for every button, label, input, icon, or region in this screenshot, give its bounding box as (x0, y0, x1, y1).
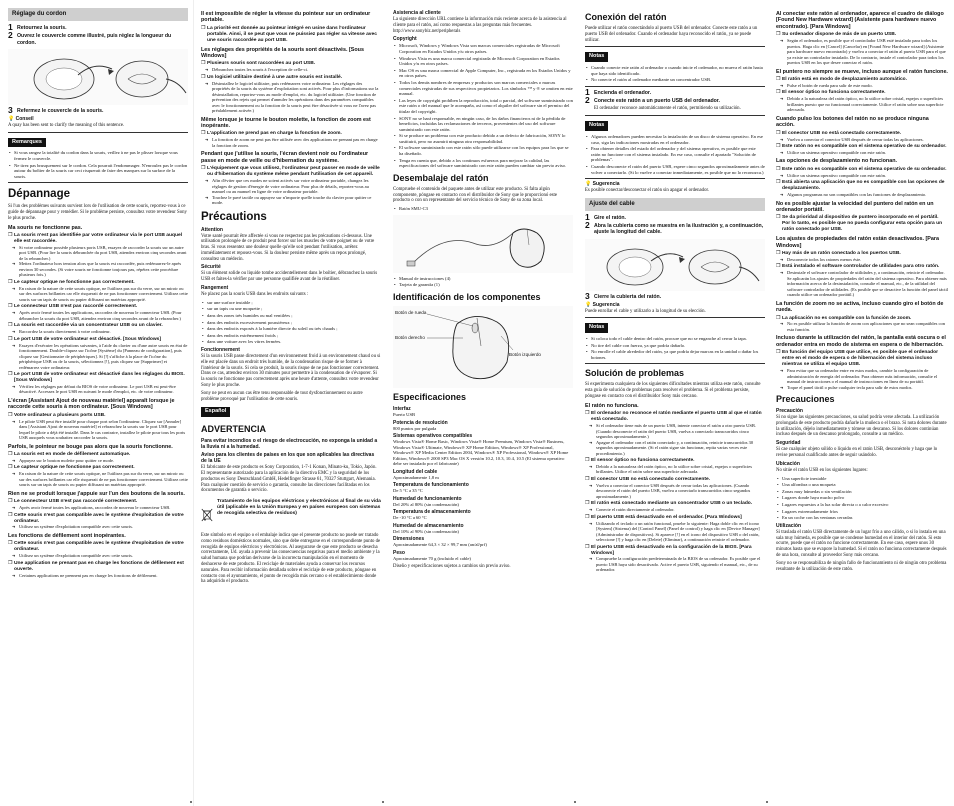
note-item: • No tire del cable con fuerza, ya que podría dañarlo. (585, 343, 765, 349)
cause: ❒ Une application ne prenant pas en charge les fonctions de défilement est ouverte. (8, 561, 188, 573)
weee-heading: Tratamiento de los equipos eléctricos y electrónicos al final de su vida útil (aplicable en la Unión Europea y en países europeos con sistemas de recogida selectiva de residuos) (217, 499, 381, 517)
remedy: ➜ Apague el ordenador con el ratón conectado y, a continuación, reinicie transcurridos 30 segundos aproximadamente. (Si el ratón sigue sin funcionar, repita varias veces este procedimiento.) (585, 440, 765, 457)
cause: ❒ El puerto USB está desactivado en la configuración de la BIOS. [Para Windows] (585, 545, 765, 557)
note-item: • No enrolle el cable alrededor del ratón, ya que podría dejar marcas en la unidad o dañar los botones. (585, 349, 765, 360)
cause: ❒ El sensor óptico no funciona correctamente. (776, 90, 948, 96)
heading-components: Identificación de los componentes (393, 292, 541, 303)
tip-text: Es posible conectar/desconectar el ratón sin apagar el ordenador. (585, 187, 709, 193)
cause: ❒ Le port USB de votre ordinateur est désactivé. [Sous Windows] (8, 337, 188, 343)
cause: ❒ Se da prioridad al dispositivo de puntero incorporado en el portátil. Por lo tanto, es posible que no pueda configurar esta opción para un ratón conectado por USB. (776, 215, 948, 233)
remedy: ➜ Según el ordenador, es posible que el controlador USB esté instalado para todos los puertos. Haga clic en [Cancel] (Cancelar) en [Found New Hardware wizard] (Asistente para hardware nuevo encontrado) y vuelva a conectar el ratón al puerto USB para el que ya existe un controlador instalado. De lo contrario, instale el controlador para todos los puertos USB en los que desee conectar el ratón. (776, 38, 948, 66)
tip-heading: 💡 Sugerencia (585, 181, 620, 188)
remedy: ➜ Utilisez un système d'exploitation compatible avec cette souris. (8, 524, 188, 530)
spec-label: Peso (393, 549, 405, 556)
cause: ❒ El conector USB no está conectado correctamente. (585, 477, 765, 483)
step-3: 3 Refermez le couvercle de la souris. (8, 104, 104, 115)
page-mark (382, 801, 384, 803)
subheading: Precaución (776, 408, 803, 414)
tip-text: A quay has been sent to clarify the meaning of this sentence. (8, 122, 125, 128)
spec-label: Potencia de resolución (393, 419, 448, 426)
cause: ❒ El ratón está conectado mediante un concentrador USB o un teclado. (585, 501, 765, 507)
heading-warning: ADVERTENCIA (201, 424, 267, 435)
subheading: Pendant que j'utilise la souris, l'écran devient noir ou l'ordinateur passe en mode de veille ou d'hibernation du système. (201, 151, 369, 164)
spec-value: Windows Vista® Home Basic, Windows Vista® Home Premium, Windows Vista® Business, Windows Vista® Ultimate, Windows® XP Home Edition, Windows® XP Professional, Windows® XP Media Center Edition 2004, Windows® XP Professional, Windows® XP Home Edition, Windows® 2000 SP3 Mac OS X versión 10.2, 10.3, 10.4, 10.5 (El sistema operativo debe ser instalado por el fabricante) (393, 439, 569, 467)
list-item: • Si se produce un problema con este producto debido a un defecto de fabricación, SONY lo sustituirá, pero no asumirá ninguna otra responsabilidad. (393, 133, 573, 144)
notes-box (8, 132, 188, 184)
step-3: 3 Cierre la cubierta del ratón. (585, 290, 662, 301)
remedy: ➜ Toque el panel táctil o pulse cualquier tecla para salir de estos modos. (776, 385, 948, 391)
note-item: • No conecte el ratón al ordenador mediante un concentrador USB. (585, 77, 765, 83)
heading-specifications: Especificaciones (393, 392, 467, 403)
remedy: ➜ Si el ordenador tiene más de un puerto USB, intente conectar el ratón a otro puerto USB. (Cuando desconecte el ratón del puerto USB, vuelva a conectarlo transcurridos cinco segundos aproximadamente.) (585, 423, 765, 440)
spec-value: De 5 °C a 35 °C (393, 488, 423, 494)
column-spanish-specs (393, 8, 573, 798)
spec-label: Humedad de funcionamiento (393, 495, 462, 502)
cause: ❒ En función del equipo USB que utilice, es posible que el ordenador entre en el modo de espera o de hibernación del sistema incluso mientras se utiliza el equipo USB. (776, 350, 948, 368)
remedy: ➜ Après avoir fermé toutes les applications, raccordez de nouveau le connecteur USB. (Pour débrancher la souris du port USB, attendez environ cinq secondes avant de la rebrancher.) (8, 310, 188, 321)
notes-label: Notas (585, 52, 608, 62)
spec-value: De -10 °C a 60 °C (393, 515, 427, 521)
cause: ❒ Este ratón no es compatible con el sistema operativo de su ordenador. (776, 167, 948, 173)
spec-label: Longitud del cable (393, 468, 438, 475)
subheading: Il est impossible de régler la vitesse du pointeur sur un ordinateur portable. (201, 11, 371, 24)
remedy: ➜ Raccordez la souris directement à votre ordinateur. (8, 329, 188, 335)
spec-label: Sistemas operativos compatibles (393, 433, 473, 440)
step-1: 1 Gire el ratón. (585, 211, 626, 222)
subheading: Même lorsque je tourne le bouton molette, la fonction de zoom est inopérante. (201, 116, 371, 130)
cause: ❒ Le capteur optique ne fonctionne pas correctement. (8, 465, 188, 471)
remedy: ➜ La fonction de zoom ne peut pas être utilisée avec des applications ne prenant pas en charge la fonction de zoom. (201, 137, 381, 148)
spec-label: Dimensiones (393, 536, 425, 543)
cause: ❒ Hay más de un ratón conectado a los puertos USB. (776, 251, 948, 257)
spec-value: 800 puntos por pulgada (393, 425, 437, 431)
notes-label: Remarques (8, 138, 46, 148)
subheading: Utilización (776, 522, 802, 529)
list-item: • Lugares expuestos a la luz solar directa o a calor excesivo (776, 502, 948, 508)
paragraph: Si no sigue las siguientes precauciones, su salud podría verse afectada. La utilización prolongada de este producto podría dañarle la muñeca o el brazo. Si nota dolores durante la utilización, déjelo inmediatamente y tómese un descanso. Si los dolores continúan incluso después de un descanso prolongado, consulte a un médico. (776, 415, 947, 438)
cause: ❒ L'application ne prend pas en charge la fonction de zoom. (201, 131, 381, 137)
cause: ❒ El sensor óptico no funciona correctamente. (585, 458, 765, 464)
heading-precautions-es: Precauciones (776, 394, 835, 404)
cause: ❒ Un logiciel utilitaire destiné à une autre souris est installé. (201, 75, 381, 81)
remedy: ➜ Para evitar que su ordenador entre en estos modos, cambie la configuración de administración de energía del ordenador. Para obtener más información, consulte el manual de instrucciones o el manual de instrucciones en línea de su portátil. (776, 368, 948, 385)
language-bar-spanish: Español (201, 407, 230, 417)
remedy: ➜ Desinstale el software controlador de utilidades y, a continuación, reinicie el ordenador. Se aplicarán los ajustes de propiedades del ratón del sistema operativo. Para obtener más información acerca de la desinstalación, consulte el manual, etc., de la utilidad del software controlador de utilidades. (Es posible que se desactive la función del panel táctil cuando utilice un ordenador portátil.) (776, 270, 948, 298)
cause: ❒ El puerto USB está desactivado en el ordenador. [Para Windows] (585, 515, 765, 521)
cause: ❒ Está instalado el software controlador de utilidades para otro ratón. (776, 264, 948, 270)
note-item: • Si coloca todo el cable dentro del ratón, procure que no se enganche al cerrar la tapa. (585, 336, 765, 342)
column-spanish-connection (585, 8, 765, 798)
spec-label: Temperatura de funcionamiento (393, 482, 469, 489)
list-item: • dans des endroits excessivement poussiéreux ; (201, 320, 381, 326)
note-item: • Si vous rangez la totalité du cordon dans la souris, veillez à ne pas le plisser lorsque vous fermez le couvercle. (8, 150, 188, 161)
subheading: Las opciones de desplazamiento no funcionan. (776, 158, 898, 165)
spec-value: Del 10% al 90% (sin condensación) (393, 528, 459, 534)
section-bar-cable: Ajuste del cable (585, 198, 765, 211)
remedy: ➜ Debido a la naturaleza del ratón óptico, no lo utilice sobre cristal, espejos o superficies brillantes puesto que no funcionará correctamente. Utilice el ratón sobre una superficie adecuada. (776, 96, 948, 113)
note-item: • Cuando desconecte el ratón del puerto USB, espere cinco segundos aproximadamente antes de volver a conectarlo. (Si lo vuelve a conectar inmediatamente, es posible que no lo reconozca.) (585, 164, 765, 175)
cause: ❒ L'équipement que vous utilisez, l'ordinateur peut passer en mode de veille ou d'hibernation du système même pendant l'utilisation de cet appareil. (201, 166, 381, 178)
remedy: ➜ Debido a la naturaleza del ratón óptico, no lo utilice sobre cristal, espejos o superficies brillantes. Utilice el ratón sobre una superficie adecuada. (585, 464, 765, 475)
tip-text: Puede enrollar el cable y utilizarlo a la longitud de su elección. (585, 308, 706, 314)
subheading: Asistencia al cliente (393, 10, 441, 16)
cause: ❒ Su ordenador dispone de más de un puerto USB. (776, 32, 948, 38)
heading-troubleshooting-es: Solución de problemas (585, 368, 685, 379)
list-item: • dans des endroits exposés à la lumière directe du soleil ou très chauds ; (201, 326, 381, 332)
paragraph: Compruebe el contenido del paquete antes de utilizar este producto. Si falta algún componente, póngase en contacto con el distribuidor de Sony que le proporcionó este producto o con un representante del servicio técnico de Sony de su zona local. (393, 186, 557, 204)
paragraph: Si experimenta cualquiera de los siguientes dificultades mientras utiliza este ratón, consulte esta guía de solución de problemas para resolver el problema. Si el problema persiste, póngase en contacto con el distribuidor Sony más cercano. (585, 382, 761, 399)
cause: ❒ Cette souris n'est pas compatible avec le système d'exploitation de votre ordinateur. (8, 541, 188, 553)
note-item: • Cuando conecte este ratón al ordenador o cuando inicie el ordenador, no mueva el ratón hasta que haya sido identificado. (585, 65, 765, 76)
list-item: • Zonas muy húmedas o sin ventilación (776, 489, 948, 495)
page-mark (574, 801, 576, 803)
package-item: • Tarjeta de garantía (1) (393, 282, 573, 288)
cause: ❒ Le connecteur USB n'est pas raccordé correctement. (8, 304, 188, 310)
paragraph: Si un élément solide ou liquide tombe accidentellement dans le boîtier, débranchez la souris USB et faites-la vérifier par une personne qualifiée avant de la réutiliser. (201, 271, 378, 283)
spec-value: Del 20% al 80% (sin condensación) (393, 501, 459, 507)
list-item: • Windows Vista es una marca comercial registrada de Microsoft Corporation en Estados Unidos y/u en otros países. (393, 56, 573, 67)
page-mark (766, 801, 768, 803)
package-item: • Manual de instrucciones (4) (393, 276, 573, 282)
heading-precautions-fr: Précautions (201, 210, 267, 223)
spec-value: Aproximadamente 1,8 m (393, 474, 439, 480)
wheelie-bin-crossed-icon (201, 497, 213, 533)
cause: ❒ El ratón está en modo de desplazamiento automático. (776, 77, 948, 83)
subheading: L'écran [Assistant Ajout de nouveau matériel] apparaît lorsque je raccorde cette souris à mon ordinateur. [Sous Windows] (8, 397, 175, 411)
list-item: • sur une surface instable ; (201, 300, 381, 306)
spec-note: Diseño y especificaciones sujetos a cambios sin previo aviso. (393, 564, 511, 570)
note-item: • Para obtener detalles del estado del ordenador y del sistema operativo, es posible que este ratón no funcione con el sistema instalado. En ese caso, consulte el apartado "Solución de problemas". (585, 146, 765, 163)
paragraph: El fabricante de este producto es Sony Corporation, 1-7-1 Konan, Minato-ku, Tokio, Japón. El representante autorizado para la aplicación de la directiva EMC y la seguridad de los productos es Sony Deutschland GmbH, Hedelfinger Strasse 61, 70327 Stuttgart, Alemania. Para cualquier cuestión de servicio o garantía, consulte las direcciones facilitadas en los documentos de garantía o servicio. (201, 465, 377, 494)
list-item: • dans des endroits extrêmement froids ; (201, 333, 381, 339)
remedy: ➜ Compruebe la configuración predeterminada de la BIOS de su ordenador. Es posible que el puerto USB haya sido desactivado. Active el puerto USB, siguiendo el manual, etc., de su ordenador. (585, 556, 765, 573)
list-item: • Las leyes de copyright prohíben la reproducción, total o parcial, del software suministrado con este ratón o del manual que le acompaña, así como el alquiler del software sin el permiso del titular del copyright. (393, 98, 573, 115)
remedy: ➜ Désinstallez le logiciel utilitaire, puis redémarrez votre ordinateur. Les réglages des propriétés de la souris du système d'exploitation sont activés. Pour plus d'informations sur la désinstallation, reportez-vous au mode d'emploi, etc. du logiciel utilitaire. (Une fonction de prévention des rejets qui permet d'annuler les opérations dans des paramètres compatibles avec le fonctionnement ou la fonction de la souris peut être désactivée si vous ne l'avez pas préalablement activée.) (201, 81, 381, 114)
remedy: ➜ Touchez le pavé tactile ou appuyez sur n'importe quelle touche du clavier pour quitter ce mode. (201, 195, 381, 206)
mouse-with-cable-illustration (393, 215, 573, 273)
cause: ❒ La souris est raccordée via un concentrateur USB ou un clavier. (8, 323, 188, 329)
list-item: • SONY no se hará responsable, en ningún caso, de los daños financieros ni de la pérdida de beneficios, incluidas las reclamaciones de terceros, provenientes del uso del software suministrado con este ratón. (393, 116, 573, 133)
subheading: Les réglages des propriétés de la souris sont désactivés. [Sous Windows] (201, 46, 364, 59)
paragraph: Puede utilizar el ratón conectándolo al puerto USB del ordenador. Conecte este ratón a un puerto USB del ordenador. Cuando el ordenador haya reconocido el ratón, ya se puede utilizar. (585, 26, 758, 43)
subheading: Al conectar este ratón al ordenador, aparece el cuadro de diálogo [Found New Hardware wizard] (Asistente para hardware nuevo encontrado). [Para Windows] (776, 11, 944, 30)
subheading: Parfois, le pointeur ne bouge pas alors que la souris fonctionne. (8, 443, 173, 450)
notes-label: Notas (585, 323, 608, 333)
remedy: ➜ Débranchez toutes les souris à l'exception de celle-ci. (201, 67, 381, 73)
heading-unpacking: Desembalaje del ratón (393, 172, 489, 183)
remedy: ➜ Si votre ordinateur possède plusieurs ports USB, essayez de raccorder la souris sur un autre port USB. (Pour lire la souris débranchée du port USB, attendez environ cinq secondes avant de la rebrancher.) (8, 245, 188, 262)
list-item: • Una alfombra o una moqueta (776, 482, 948, 488)
column-french-precautions (201, 8, 381, 798)
subheading: El puntero no siempre se mueve, incluso aunque el ratón funcione. (776, 68, 948, 75)
step-2: 2 Abra la cubierta como se muestra en la ilustración y, a continuación, ajuste la longitud del cable. (585, 219, 764, 236)
subheading: Attention (201, 226, 223, 233)
list-item: • Lugares donde haya mucho polvo (776, 495, 948, 501)
heading-connection: Conexión del ratón (585, 12, 667, 22)
list-item: • Microsoft, Windows y Windows Vista son marcas comerciales registradas de Microsoft Corporation en Estados Unidos y/u otros países. (393, 43, 573, 54)
page-mark (190, 801, 192, 803)
subheading: El ratón no funciona. (585, 402, 639, 409)
remedy: ➜ Essayez d'exécuter les opérations suivantes, à l'aide du clavier ou d'une autre souris en état de fonctionnement. Double-cliquez sur l'icône [Système] du [Panneau de configuration], puis cliquez sur [Gestionnaire de périphériques]. Si [!] s'affiche à la place de l'icône du périphérique USB ou de la souris, sélectionnez [!], puis cliquez sur [Supprimer] et redémarrez votre ordinateur. (8, 343, 188, 371)
note-item: • Ne tirez pas brusquement sur le cordon. Cela pourrait l'endommager. N'enroulez pas le cordon autour du boîtier de la souris car ceci risquerait de faire des marques sur la surface de la souris. (8, 163, 188, 180)
cause: ❒ El ordenador no reconoce el ratón mediante el puerto USB al que el ratón está conectado. (585, 411, 765, 423)
cable-illustration (585, 239, 765, 291)
subheading: Los ajustes de propiedades del ratón están desactivados. [Para Windows] (776, 236, 939, 249)
column-spanish-troubleshooting (776, 8, 948, 798)
warning-text: Para evitar incendios o el riesgo de electrocución, no exponga la unidad a la lluvia ni a la humedad. (201, 438, 378, 451)
cause: ❒ La souris n'est pas identifiée par votre ordinateur via le port USB auquel elle est raccordée. (8, 233, 188, 245)
notes-box (585, 46, 765, 86)
remedy: ➜ Vuelva a conectar el conector USB después de cerrar todas las aplicaciones. (Cuando desconecte el ratón del puerto USB, vuelva a conectarlo transcurridos cinco segundos aproximadamente.) (585, 483, 765, 500)
list-item: • dans des zones très humides ou mal ventilées ; (201, 313, 381, 319)
remedy: ➜ En raison de la nature de cette souris optique, ne l'utilisez pas sur du verre, sur un miroir ou sur des surfaces brillantes car elle risquerait de ne pas fonctionner correctement. Utilisez cette souris sur un tapis de souris ou papier diffusant un matériau approprié. (8, 471, 188, 488)
notes-label: Notas (585, 121, 608, 131)
tip-heading: 💡 Sugerencia (585, 301, 620, 308)
list-item: • sur un tapis ou une moquette ; (201, 306, 381, 312)
subheading: Fonctionnement (201, 347, 240, 354)
list-item: • En un coche con las ventanas cerradas (776, 515, 948, 521)
remedy: ➜ Pulse el botón de rueda para salir de este modo. (776, 83, 948, 89)
subheading: Seguridad (776, 440, 801, 447)
section-bar-cord: Réglage du cordon (8, 8, 188, 21)
spec-label: Interfaz (393, 406, 411, 413)
remedy: ➜ Afin d'éviter que ces modes ne soient activés sur votre ordinateur portable, changez les réglages de gestion d'énergie de votre ordinateur. Pour plus de détails, reportez-vous au manuel ou au manuel en ligne de votre ordinateur portable. (201, 178, 381, 195)
paragraph: La siguiente dirección URL contiene la información más reciente acerca de la asistencia al cliente para el ratón, así como respuestas a las preguntas más frecuentes. http://www.sonybiz.net/peripherals (393, 17, 567, 34)
subheading: Rien ne se produit lorsque j'appuie sur l'un des boutons de la souris. (8, 490, 185, 497)
remedy: ➜ Après avoir fermé toutes les applications, raccordez de nouveau le connecteur USB. (8, 505, 188, 511)
cause: ❒ Le connecteur USB n'est pas raccordé correctement. (8, 499, 188, 505)
subheading: Copyright (393, 36, 417, 43)
spec-label: Humedad de almacenamiento (393, 522, 464, 529)
components-diagram (393, 306, 573, 388)
subheading: La función de zoom no se activa, incluso cuando giro el botón de rueda. (776, 300, 944, 314)
step-2: 2 Ouvrez le couvercle comme illustré, puis réglez la longueur du cordon. (8, 30, 172, 46)
remedy: ➜ Certaines applications ne prennent pas en charge les fonctions de défilement. (8, 573, 188, 579)
paragraph: Sony ne peut en aucun cas être tenu responsable de tout dysfonctionnement ou autre problème provoqué par l'utilisation de cette souris. (201, 390, 363, 402)
cause: ❒ Le capteur optique ne fonctionne pas correctement. (8, 280, 188, 286)
paragraph: Este símbolo en el equipo o el embalaje indica que el presente producto no puede ser tratado como residuos domésticos normales, sino que debe entregarse en el correspondiente punto de recogida de equipos eléctricos y electrónicos. Al asegurarse de que este producto se desecha correctamente, Ud. ayuda a prevenir las consecuencias negativas para el medio ambiente y la salud humana que podrían derivarse de la incorrecta manipulación en el momento de deshacerse de este producto. El reciclaje de materiales ayuda a conservar los recursos naturales. Para recibir información detallada sobre el reciclaje de este producto, póngase en contacto con el ayuntamiento, el punto de recogida más cercano o el establecimiento donde ha adquirido el producto. (201, 533, 381, 585)
list-item: • Una superficie inestable (776, 476, 948, 482)
remedy: ➜ Mettez l'ordinateur hors tension alors que la souris est raccordée, puis redémarrez-le après environ 30 secondes. (Si votre souris ne fonctionne toujours pas, répétez cette procédure plusieurs fois.) (8, 261, 188, 278)
remedy: ➜ Utilizando el teclado o un ratón funcional, pruebe lo siguiente: Haga doble clic en el icono [System] (Sistema) del [Control Panel] (Panel de control) y haga clic en [Device Manager] (Administrador de dispositivos). Si aparece [!] en el icono del dispositivo USB o del ratón, seleccione [!] y haga clic en [Delete] (Eliminar), a continuación reinicie el ordenador. (585, 521, 765, 543)
subheading: Aviso para los clientes de países en los que son aplicables las directivas de la UE (201, 452, 375, 465)
cause: ❒ Este ratón no es compatible con el sistema operativo de su ordenador. (776, 144, 948, 150)
cord-illustration (8, 49, 188, 105)
subheading: Incluso durante la utilización del ratón, la pantalla está oscura o el ordenador entra en modo de sistema en espera o de hibernación. (776, 335, 946, 348)
column-divider (193, 0, 194, 806)
step-2: 2 Conecte este ratón a un puerto USB del ordenador. (585, 95, 720, 106)
cause: ❒ La aplicación no es compatible con la función de zoom. (776, 316, 948, 322)
notes-box (585, 317, 765, 364)
cause: ❒ Plusieurs souris sont raccordées au port USB. (201, 61, 381, 67)
list-item: • Tenga en cuenta que, debido a los continuos esfuerzos para mejorar la calidad, las especificaciones del software suministrado con este ratón pueden cambiar sin previo aviso. (393, 158, 573, 169)
package-item: • Ratón SMU-C3 (393, 206, 573, 212)
paragraph: Votre santé pourrait être affectée si vous ne respectez pas les précautions ci-dessous. Une utilisation prolongée de ce produit peut forcer sur les muscles de votre poignet ou de votre bras. Si vous ressentez une douleur quelle qu'elle soit pendant l'utilisation, arrêtez immédiatement et reposez-vous. Si la douleur persiste même après un repos prolongé, consultez un médecin. (201, 233, 375, 262)
remedy: ➜ Conecte el ratón directamente al ordenador. (585, 507, 765, 513)
cause: ❒ La priorité est donnée au pointeur intégré en usine dans l'ordinateur portable. Ainsi, il se peut que vous ne puissiez pas régler sa vitesse avec une souris raccordée au port USB. (201, 26, 381, 44)
remedy: ➜ Le pilote USB peut être installé pour chaque port selon l'ordinateur. Cliquez sur [Annuler] dans [Assistant Ajout de nouveau matériel] et rebranchez la souris sur le port USB pour lequel le pilote a déjà été installé. Dans le cas contraire, installez le pilote pour tous les ports USB auxquels vous souhaitez raccorder la souris. (8, 419, 188, 441)
paragraph: Si traslada el ratón USB directamente de un lugar frío a uno cálido, o si lo instala en una sala muy húmeda, es posible que se condense humedad en el interior del ratón. Si esto ocurre, puede que el ratón no funcione correctamente. En ese caso, espere unos 30 minutos hasta que se evapore la humedad. Si el ratón no funciona correctamente después de una hora, consulte al proveedor Sony más cercano. (776, 529, 947, 558)
label-right-button: Botón derecho (395, 335, 425, 341)
subheading: Cuando pulso los botones del ratón no se produce ninguna acción. (776, 115, 929, 129)
note-item: • Algunos ordenadores pueden necesitar la instalación de un disco de sistema operativo. En ese caso, siga las indicaciones mostradas en el ordenador. (585, 134, 765, 145)
remedy: ➜ Algunos programas no son compatibles con las funciones de desplazamiento. (776, 192, 948, 198)
subheading: Sécurité (201, 264, 221, 271)
paragraph: Si la souris USB passe directement d'un environnement froid à un environnement chaud ou si elle est placée dans un endroit très humide, de la condensation risque de se former à l'intérieur de la souris. Si cela se produit, la souris risque de ne pas fonctionner correctement. Dans ce cas, attendez environ 30 minutes pour permettre à la condensation de s'évaporer. Si la souris ne fonctionne pas correctement après une heure d'attente, consultez votre revendeur Sony le plus proche. (201, 354, 381, 389)
label-left-button: Botón izquierdo (509, 352, 541, 358)
subheading: Ma souris ne fonctionne pas. (8, 224, 83, 231)
subheading: Les fonctions de défilement sont inopérantes. (8, 532, 126, 539)
remedy: ➜ No es posible utilizar la función de zoom con aplicaciones que no sean compatibles con esta función. (776, 321, 948, 332)
label-wheel-button: Botón de rueda (395, 310, 427, 316)
remedy: ➜ Appuyez sur le bouton molette pour quitter ce mode. (8, 458, 188, 464)
weee-block (201, 497, 381, 533)
cause: ❒ Cette souris n'est pas compatible avec le système d'exploitation de votre ordinateur. (8, 513, 188, 525)
cause: ❒ Votre ordinateur a plusieurs ports USB. (8, 413, 188, 419)
remedy: ➜ Vérifiez les réglages par défaut du BIOS de votre ordinateur. Le port USB est peut-être désactivé. Accessez le port USB en suivant le mode d'emploi, etc. de votre ordinateur. (8, 384, 188, 395)
cause: ❒ Le port USB de votre ordinateur est désactivé dans les réglages du BIOS. [Sous Windows] (8, 372, 188, 384)
heading-troubleshooting-fr: Dépannage (8, 188, 70, 201)
step-detail: El ordenador reconoce automáticamente el ratón, permitiendo su utilización. (594, 106, 741, 112)
column-french-cord (8, 8, 188, 798)
subheading: No es posible ajustar la velocidad del puntero del ratón en un ordenador portátil. (776, 200, 934, 213)
step-1: 1 Retournez la souris. (8, 22, 67, 32)
cause: ❒ La souris est en mode de défilement automatique. (8, 452, 188, 458)
paragraph: Si cae cualquier objeto sólido o líquido en el ratón USB, desconéctelo y haga que lo revise personal cualificado antes de seguir usándolo. (776, 447, 938, 458)
spec-value: Aproximadamente 70 g (incluido el cable) (393, 555, 471, 561)
cause: ❒ El conector USB no está conectado correctamente. (776, 131, 948, 137)
paragraph: Ne placez pas la souris USB dans les endroits suivants : (201, 292, 309, 298)
paragraph: No sitúe el ratón USB en los siguientes lugares: (776, 467, 868, 473)
step-1: 1 Encienda el ordenador. (585, 86, 652, 97)
remedy: ➜ Utilice un sistema operativo compatible con este ratón. (776, 150, 948, 156)
spec-value: Puerto USB (393, 412, 416, 418)
list-item: • Todos los demás nombres de empresas y productos son marcas comerciales o marcas comerciales registradas de sus respectivos propietarios. Los símbolos ™ y ® se omiten en este manual. (393, 80, 573, 97)
tip-heading: 💡 Conseil (8, 116, 34, 123)
remedy: ➜ Desconecte todos los ratones menos éste. (776, 257, 948, 263)
subheading: Ubicación (776, 460, 800, 467)
list-item: • Lugares extremadamente fríos (776, 509, 948, 515)
list-item: • dans une voiture avec les vitres fermées. (201, 339, 381, 345)
list-item: • El software suministrado con este ratón sólo puede utilizarse con los equipos para los que se ha diseñado. (393, 145, 573, 156)
remedy: ➜ Utilice un sistema operativo compatible con este ratón. (776, 173, 948, 179)
list-item: • Mac OS es una marca comercial de Apple Computer, Inc., registrada en los Estados Unidos y en otros países. (393, 68, 573, 79)
paragraph: Sony no se responsabiliza de ningún fallo de funcionamiento ni de ningún otro problema resultante de la utilización de este ratón. (776, 560, 947, 572)
intro-text: Si l'un des problèmes suivants survient lors de l'utilisation de cette souris, reportez-vous à ce guide de dépannage pour y remédier. Si le problème persiste, consultez votre revendeur Sony le plus proche. (8, 204, 187, 221)
remedy: ➜ Vuelva a conectar el conector USB después de cerrar todas las aplicaciones. (776, 137, 948, 143)
cause: ❒ Está abierta una aplicación que no es compatible con las opciones de desplazamiento. (776, 180, 948, 192)
remedy: ➜ En raison de la nature de cette souris optique, ne l'utilisez pas sur du verre, sur un miroir ou sur des surfaces brillantes car elle risquerait de ne pas fonctionner correctement. Utilisez cette souris sur un tapis de souris ou papier diffusant un matériau approprié. (8, 286, 188, 303)
spec-value: Aproximadamente 64,3 × 32 × 99,7 mm (an/al/prf) (393, 542, 487, 548)
subheading: Rangement (201, 285, 229, 292)
spec-label: Temperatura de almacenamiento (393, 509, 471, 516)
notes-box (585, 115, 765, 179)
remedy: ➜ Utilisez un système d'exploitation compatible avec cette souris. (8, 553, 188, 559)
